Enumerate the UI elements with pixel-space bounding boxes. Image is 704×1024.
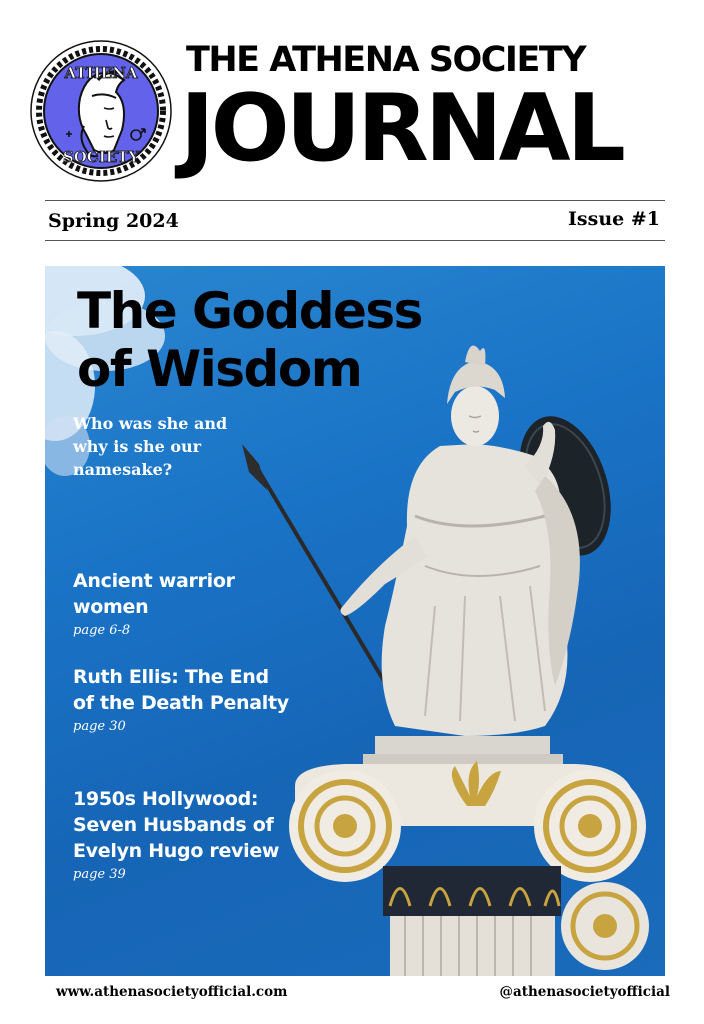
story-item [73, 568, 293, 640]
issue-season: Spring 2024 [48, 210, 179, 232]
cover-footer [56, 982, 670, 1004]
athena-society-logo [28, 38, 174, 184]
story-item [73, 786, 293, 884]
headline-line-1: The Goddess [77, 282, 422, 340]
story-page: page 6-8 [73, 623, 131, 638]
cover-headline [77, 282, 422, 398]
story-title: Ruth Ellis: The End of the Death Penalty [73, 666, 289, 714]
story-page: page 39 [73, 867, 126, 882]
social-handle[interactable]: @athenasocietyofficial [499, 984, 670, 1000]
story-item [73, 664, 293, 736]
headline-line-2: of Wisdom [77, 340, 362, 398]
masthead-subtitle: THE ATHENA SOCIETY [186, 40, 586, 80]
masthead-title: JOURNAL [180, 74, 622, 182]
cover-subhead: Who was she and why is she our namesake? [73, 414, 228, 479]
top-divider [45, 200, 665, 201]
svg-text:ATHENA: ATHENA [64, 64, 138, 82]
issue-number: Issue #1 [568, 208, 660, 230]
story-title: Ancient warrior women [73, 570, 235, 618]
cover-image-panel [45, 266, 665, 976]
story-title: 1950s Hollywood: Seven Husbands of Evelyn Hugo review [73, 788, 280, 862]
story-page: page 30 [73, 719, 126, 734]
website-link[interactable]: www.athenasocietyofficial.com [56, 984, 288, 1000]
issue-bar [48, 208, 660, 236]
svg-text:SOCIETY: SOCIETY [62, 148, 140, 166]
bottom-divider [45, 240, 665, 241]
athena-helmet-portrait-icon [28, 38, 174, 184]
